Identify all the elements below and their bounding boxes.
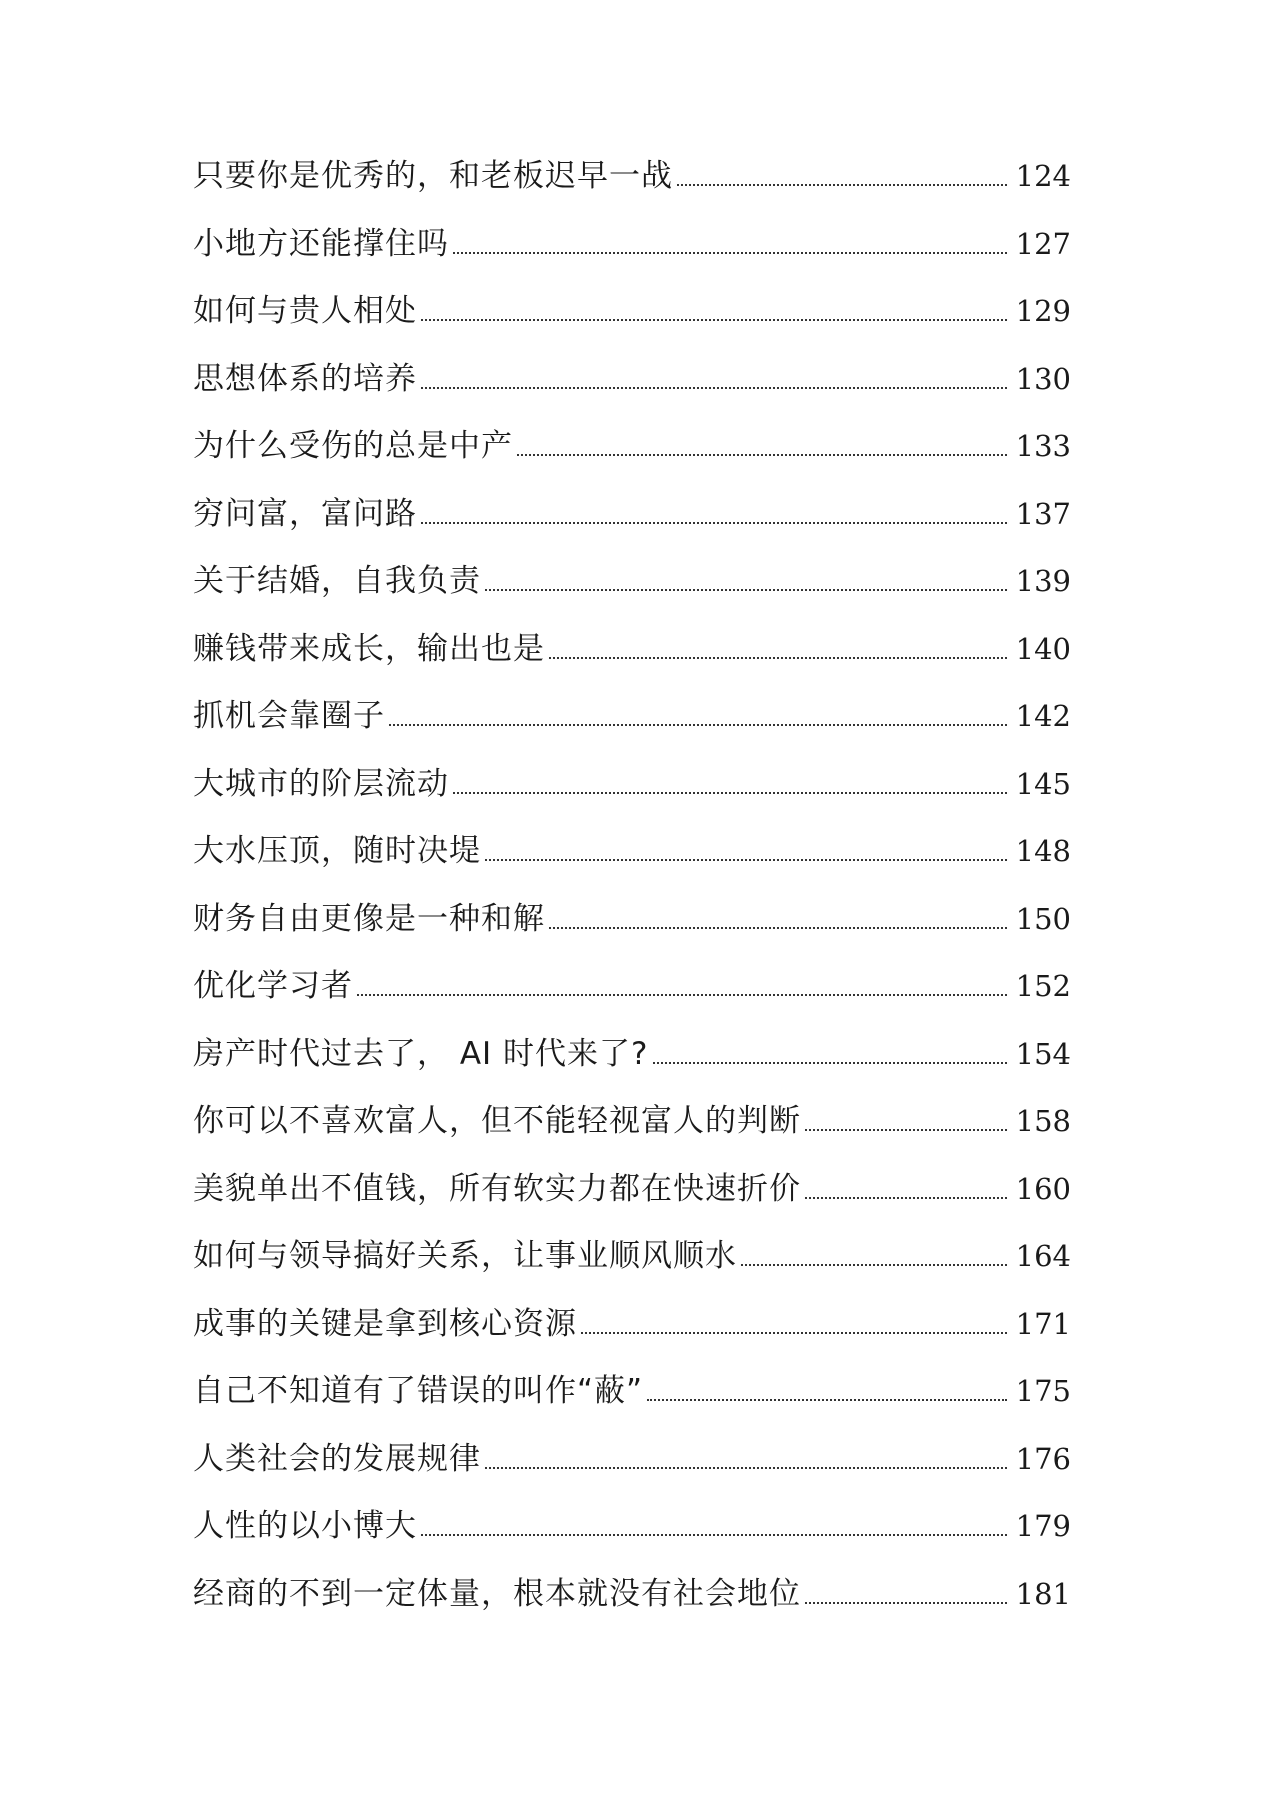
toc-entry-title: 自己不知道有了错误的叫作“蔽” — [193, 1373, 644, 1409]
toc-entry-title: 成事的关键是拿到核心资源 — [193, 1305, 577, 1342]
toc-entry[interactable] — [193, 360, 1071, 397]
toc-entry-page: 154 — [1015, 1036, 1071, 1071]
toc-entry-page: 137 — [1015, 496, 1071, 531]
dot-leader — [421, 387, 1007, 389]
dot-leader — [389, 724, 1007, 726]
toc-entry[interactable] — [193, 1375, 1071, 1407]
toc-entry-title: 关于结婚，自我负责 — [193, 563, 481, 599]
toc-entry[interactable] — [193, 1105, 1071, 1137]
dot-leader — [549, 927, 1007, 929]
toc-entry-title: 人类社会的发展规律 — [193, 1440, 481, 1477]
toc-entry[interactable] — [193, 1510, 1071, 1542]
dot-leader — [805, 1197, 1007, 1199]
dot-leader — [677, 184, 1007, 186]
toc-entry[interactable] — [193, 225, 1071, 262]
dot-leader — [485, 589, 1007, 591]
dot-leader — [357, 994, 1007, 996]
toc-entry[interactable] — [193, 295, 1071, 327]
toc-entry-page: 171 — [1015, 1306, 1071, 1341]
toc-entry[interactable] — [193, 1440, 1071, 1477]
toc-entry[interactable] — [193, 1035, 1071, 1072]
toc-entry-page: 160 — [1015, 1171, 1071, 1206]
toc-entry-page: 130 — [1015, 361, 1071, 396]
toc-entry-page: 164 — [1015, 1239, 1071, 1273]
dot-leader — [517, 454, 1007, 456]
toc-entry-title: 大水压顶，随时决堤 — [193, 833, 481, 869]
dot-leader — [741, 1264, 1007, 1266]
toc-entry-title: 优化学习者 — [193, 968, 353, 1004]
toc-entry-page: 145 — [1015, 766, 1071, 801]
dot-leader — [647, 1399, 1007, 1401]
toc-entry-page: 176 — [1015, 1441, 1071, 1476]
toc-entry-page: 158 — [1015, 1104, 1071, 1138]
dot-leader — [485, 859, 1007, 861]
toc-entry[interactable] — [193, 970, 1071, 1002]
toc-entry-page: 129 — [1015, 294, 1071, 328]
toc-entry-title: 经商的不到一定体量，根本就没有社会地位 — [193, 1575, 801, 1612]
dot-leader — [421, 522, 1007, 524]
toc-entry-title: 思想体系的培养 — [193, 360, 417, 397]
toc-entry[interactable] — [193, 1305, 1071, 1342]
dot-leader — [549, 657, 1007, 659]
toc-entry[interactable] — [193, 700, 1071, 732]
toc-entry[interactable] — [193, 430, 1071, 462]
dot-leader — [485, 1467, 1007, 1469]
toc-entry-title: 赚钱带来成长，输出也是 — [193, 630, 545, 667]
toc-entry-page: 139 — [1015, 564, 1071, 598]
toc-entry[interactable] — [193, 765, 1071, 802]
toc-entry[interactable] — [193, 565, 1071, 597]
toc-entry-page: 142 — [1015, 699, 1071, 733]
toc-entry-title: 小地方还能撑住吗 — [193, 225, 449, 262]
toc-entry-title: 如何与领导搞好关系，让事业顺风顺水 — [193, 1238, 737, 1274]
toc-entry[interactable] — [193, 1575, 1071, 1612]
toc-entry-title: 如何与贵人相处 — [193, 293, 417, 329]
dot-leader — [453, 792, 1007, 794]
toc-entry-page: 175 — [1015, 1374, 1071, 1408]
toc-entry-page: 140 — [1015, 631, 1071, 666]
dot-leader — [581, 1332, 1007, 1334]
dot-leader — [421, 319, 1007, 321]
toc-entry-page: 179 — [1015, 1509, 1071, 1543]
dot-leader — [805, 1129, 1007, 1131]
toc-entry-title: 美貌单出不值钱，所有软实力都在快速折价 — [193, 1170, 801, 1207]
toc-entry-title: 穷问富，富问路 — [193, 495, 417, 532]
toc-entry[interactable] — [193, 1240, 1071, 1272]
dot-leader — [805, 1602, 1007, 1604]
toc-entry-title: 你可以不喜欢富人，但不能轻视富人的判断 — [193, 1103, 801, 1139]
toc-entry[interactable] — [193, 1170, 1071, 1207]
toc-entry-page: 152 — [1015, 969, 1071, 1003]
toc-entry[interactable] — [193, 630, 1071, 667]
dot-leader — [421, 1534, 1007, 1536]
toc-entry[interactable] — [193, 495, 1071, 532]
toc-entry[interactable] — [193, 900, 1071, 937]
toc-entry-page: 124 — [1015, 159, 1071, 193]
toc-entry-title: 财务自由更像是一种和解 — [193, 900, 545, 937]
toc-entry[interactable] — [193, 835, 1071, 867]
dot-leader — [453, 252, 1007, 254]
toc-entry-title: 抓机会靠圈子 — [193, 698, 385, 734]
toc-entry[interactable] — [193, 160, 1071, 192]
toc-entry-title: 大城市的阶层流动 — [193, 765, 449, 802]
dot-leader — [653, 1062, 1007, 1064]
toc-entry-page: 150 — [1015, 901, 1071, 936]
toc-entry-title: 只要你是优秀的，和老板迟早一战 — [193, 158, 673, 194]
toc-entry-page: 181 — [1015, 1576, 1071, 1611]
toc-entry-page: 127 — [1015, 226, 1071, 261]
table-of-contents — [193, 160, 1071, 1645]
toc-entry-title: 人性的以小博大 — [193, 1508, 417, 1544]
toc-entry-page: 133 — [1015, 429, 1071, 463]
toc-entry-title: 房产时代过去了， AI 时代来了? — [193, 1035, 649, 1072]
toc-entry-page: 148 — [1015, 834, 1071, 868]
toc-entry-title: 为什么受伤的总是中产 — [193, 428, 513, 464]
